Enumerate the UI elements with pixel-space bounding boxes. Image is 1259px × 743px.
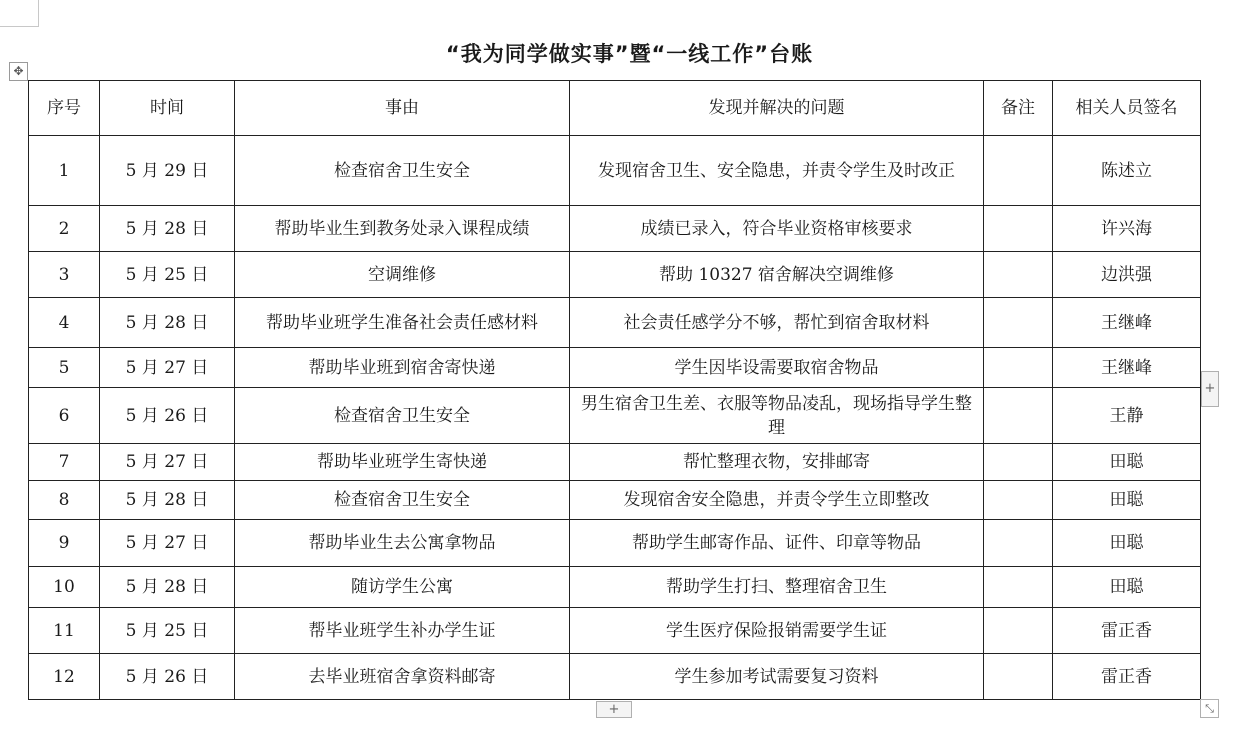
cell-no[interactable]: 11 [29,608,100,654]
cell-date[interactable]: 5 月 27 日 [100,520,235,567]
table-row [29,136,1201,206]
table-row [29,481,1201,520]
table-row [29,567,1201,608]
cell-note[interactable] [984,348,1053,388]
table-row [29,388,1201,444]
cell-matter[interactable]: 空调维修 [235,252,570,298]
cell-date[interactable]: 5 月 27 日 [100,348,235,388]
cell-sign[interactable]: 雷正香 [1053,608,1201,654]
cell-note[interactable] [984,481,1053,520]
cell-sign[interactable]: 田聪 [1053,481,1201,520]
cell-matter[interactable]: 帮助毕业班学生准备社会责任感材料 [235,298,570,348]
cell-issue[interactable]: 帮助学生打扫、整理宿舍卫生 [570,567,984,608]
cell-note[interactable] [984,608,1053,654]
cell-sign[interactable]: 王继峰 [1053,348,1201,388]
cell-issue[interactable]: 男生宿舍卫生差、衣服等物品凌乱，现场指导学生整理 [570,388,984,444]
cell-sign[interactable]: 王继峰 [1053,298,1201,348]
cell-date[interactable]: 5 月 28 日 [100,298,235,348]
cell-matter[interactable]: 帮助毕业生到教务处录入课程成绩 [235,206,570,252]
cell-matter[interactable]: 帮助毕业生去公寓拿物品 [235,520,570,567]
cell-note[interactable] [984,654,1053,700]
cell-no[interactable]: 3 [29,252,100,298]
cell-no[interactable]: 7 [29,444,100,481]
document-title: “我为同学做实事”暨“一线工作”台账 [445,42,814,66]
cell-sign[interactable]: 田聪 [1053,520,1201,567]
header-no: 序号 [29,81,100,136]
cell-no[interactable]: 4 [29,298,100,348]
cell-issue[interactable]: 社会责任感学分不够，帮忙到宿舍取材料 [570,298,984,348]
cell-sign[interactable]: 陈述立 [1053,136,1201,206]
cell-matter[interactable]: 检查宿舍卫生安全 [235,136,570,206]
cell-issue[interactable]: 帮忙整理衣物，安排邮寄 [570,444,984,481]
cell-date[interactable]: 5 月 26 日 [100,654,235,700]
cell-no[interactable]: 1 [29,136,100,206]
table-row [29,206,1201,252]
header-date: 时间 [100,81,235,136]
table-row [29,348,1201,388]
header-sign: 相关人员签名 [1053,81,1201,136]
cell-note[interactable] [984,567,1053,608]
cell-sign[interactable]: 雷正香 [1053,654,1201,700]
table-row [29,608,1201,654]
table-row [29,298,1201,348]
cell-sign[interactable]: 田聪 [1053,567,1201,608]
cell-matter[interactable]: 检查宿舍卫生安全 [235,481,570,520]
cell-issue[interactable]: 成绩已录入，符合毕业资格审核要求 [570,206,984,252]
table-row [29,444,1201,481]
cell-date[interactable]: 5 月 25 日 [100,608,235,654]
cell-issue[interactable]: 学生医疗保险报销需要学生证 [570,608,984,654]
table-row [29,252,1201,298]
header-note: 备注 [984,81,1053,136]
cell-no[interactable]: 9 [29,520,100,567]
cell-matter[interactable]: 随访学生公寓 [235,567,570,608]
cell-date[interactable]: 5 月 27 日 [100,444,235,481]
ledger-table [28,80,1201,700]
cell-matter[interactable]: 帮助毕业班到宿舍寄快递 [235,348,570,388]
cell-issue[interactable]: 学生因毕设需要取宿舍物品 [570,348,984,388]
cell-note[interactable] [984,388,1053,444]
add-row-plus-icon[interactable]: + [596,701,632,718]
cell-date[interactable]: 5 月 28 日 [100,567,235,608]
cell-date[interactable]: 5 月 28 日 [100,206,235,252]
cell-note[interactable] [984,206,1053,252]
cell-issue[interactable]: 帮助 10327 宿舍解决空调维修 [570,252,984,298]
cell-matter[interactable]: 帮助毕业班学生寄快递 [235,444,570,481]
cell-sign[interactable]: 边洪强 [1053,252,1201,298]
page-corner-marker [0,0,39,27]
cell-no[interactable]: 12 [29,654,100,700]
cell-note[interactable] [984,520,1053,567]
table-row [29,654,1201,700]
cell-date[interactable]: 5 月 28 日 [100,481,235,520]
cell-sign[interactable]: 田聪 [1053,444,1201,481]
cell-note[interactable] [984,136,1053,206]
cell-no[interactable]: 2 [29,206,100,252]
cell-sign[interactable]: 王静 [1053,388,1201,444]
cell-no[interactable]: 8 [29,481,100,520]
cell-no[interactable]: 6 [29,388,100,444]
cell-issue[interactable]: 帮助学生邮寄作品、证件、印章等物品 [570,520,984,567]
cell-date[interactable]: 5 月 25 日 [100,252,235,298]
cell-issue[interactable]: 发现宿舍卫生、安全隐患，并责令学生及时改正 [570,136,984,206]
cell-matter[interactable]: 去毕业班宿舍拿资料邮寄 [235,654,570,700]
table-row [29,520,1201,567]
cell-matter[interactable]: 帮毕业班学生补办学生证 [235,608,570,654]
add-column-plus-icon[interactable]: + [1201,371,1219,407]
header-issue: 发现并解决的问题 [570,81,984,136]
cell-date[interactable]: 5 月 26 日 [100,388,235,444]
cell-matter[interactable]: 检查宿舍卫生安全 [235,388,570,444]
cell-issue[interactable]: 发现宿舍安全隐患，并责令学生立即整改 [570,481,984,520]
cell-note[interactable] [984,298,1053,348]
cell-no[interactable]: 10 [29,567,100,608]
resize-diagonal-icon[interactable]: ⤡ [1200,699,1219,718]
cell-note[interactable] [984,252,1053,298]
table-header-row [29,81,1201,136]
move-arrows-icon[interactable]: ✥ [9,62,28,81]
header-matter: 事由 [235,81,570,136]
cell-no[interactable]: 5 [29,348,100,388]
cell-sign[interactable]: 许兴海 [1053,206,1201,252]
cell-issue[interactable]: 学生参加考试需要复习资料 [570,654,984,700]
cell-date[interactable]: 5 月 29 日 [100,136,235,206]
cell-note[interactable] [984,444,1053,481]
